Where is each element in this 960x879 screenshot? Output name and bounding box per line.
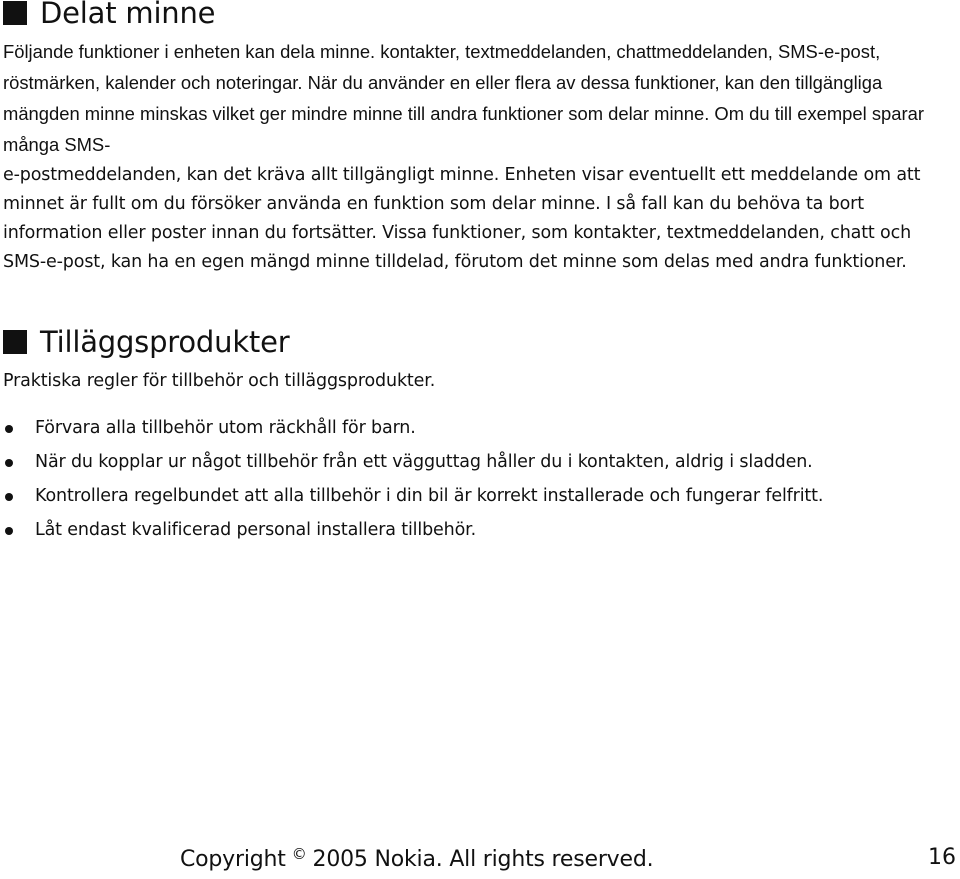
bullet-dot-icon xyxy=(5,493,13,501)
list-item-text: När du kopplar ur något tillbehör från ett vägguttag håller du i kontakten, aldrig i sladden. xyxy=(35,451,813,472)
list-item xyxy=(3,448,953,477)
copyright-suffix: 2005 Nokia. All rights reserved. xyxy=(312,847,654,872)
section-heading xyxy=(3,0,953,29)
section-shared-memory xyxy=(3,0,953,277)
copyright-prefix: Copyright xyxy=(180,847,286,872)
heading-text: Delat minne xyxy=(40,0,216,30)
copyright-notice xyxy=(180,845,653,872)
page-footer xyxy=(0,845,960,879)
section-accessories xyxy=(3,326,953,550)
bullet-dot-icon xyxy=(5,425,13,433)
heading-text: Tilläggsprodukter xyxy=(40,325,290,359)
list-item xyxy=(3,516,953,545)
list-item xyxy=(3,482,953,511)
page-number: 16 xyxy=(928,845,956,870)
list-item xyxy=(3,414,953,443)
bullet-dot-icon xyxy=(5,527,13,535)
body-paragraph xyxy=(3,37,953,277)
list-item-text: Kontrollera regelbundet att alla tillbehör i din bil är korrekt installerade och fungerar felfritt. xyxy=(35,485,824,506)
square-bullet-icon xyxy=(3,330,27,354)
square-bullet-icon xyxy=(3,1,27,25)
paragraph-text-part2: e-postmeddelanden, kan det kräva allt tillgängligt minne. Enheten visar eventuellt ett meddelande om att minnet är fullt om du försöker använda en funktion som delar minne. I så fall kan du behöva ta bort information eller poster innan du fortsätter. Vissa funktioner, som kontakter, textmeddelanden, chatt och SMS-e-post, kan ha en egen mängd minne tilldelad, förutom det minne som delas med andra funktioner. xyxy=(3,165,921,272)
bullet-dot-icon xyxy=(5,459,13,467)
list-item-text: Förvara alla tillbehör utom räckhåll för barn. xyxy=(35,417,416,438)
paragraph-text-part1: Följande funktioner i enheten kan dela minne. kontakter, textmeddelanden, chattmeddelanden, SMS-e-post, röstmärken, kalender och noteringar. När du använder en eller flera av dessa funktioner, kan den tillgängliga mängden minne minskas vilket ger mindre minne till andra funktioner som delar minne. Om du till exempel sparar många SMS- xyxy=(3,41,924,155)
bullet-list xyxy=(3,414,953,545)
list-item-text: Låt endast kvalificerad personal installera tillbehör. xyxy=(35,519,477,540)
copyright-symbol: © xyxy=(291,845,307,863)
intro-text: Praktiska regler för tillbehör och tilläggsprodukter. xyxy=(3,371,436,391)
section-heading xyxy=(3,326,953,358)
